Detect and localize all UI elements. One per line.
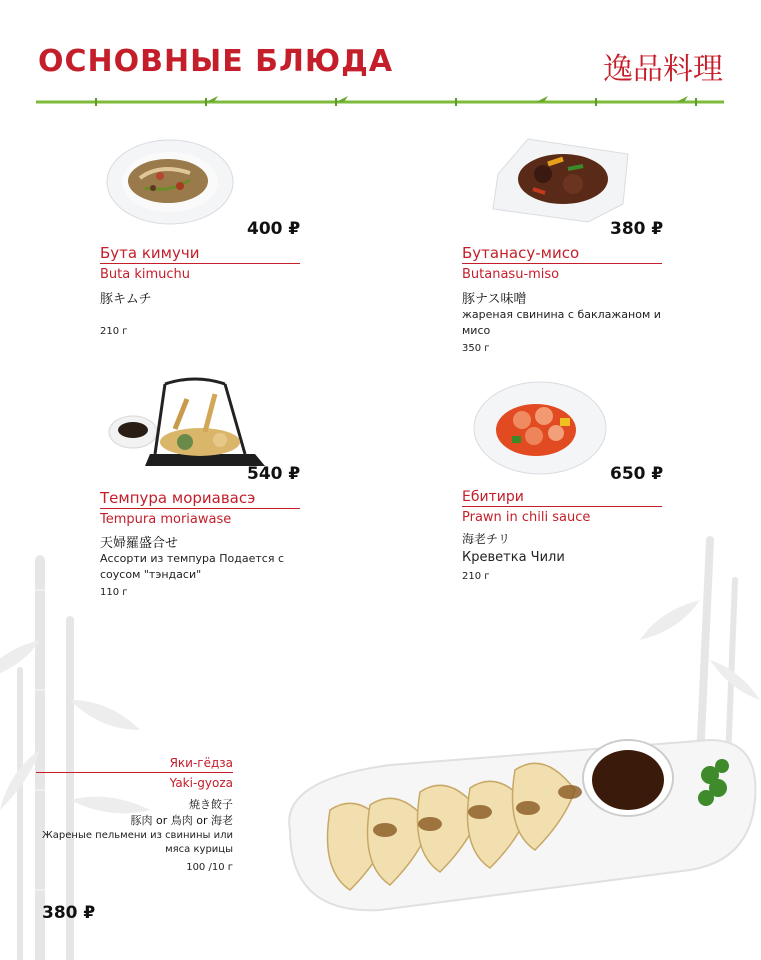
- item-name-jp: 焼き餃子: [189, 798, 233, 811]
- item-name-jp: 豚キムチ: [100, 292, 152, 307]
- item-name-jp: 天婦羅盛合せ: [100, 536, 179, 551]
- item-name-ru: Яки-гёдза: [169, 756, 233, 770]
- ebichiri-dish-image: [472, 378, 608, 478]
- item-price: 650 ₽: [610, 464, 664, 484]
- item-weight: 110 г: [100, 587, 128, 598]
- item-name-en: Prawn in chili sauce: [462, 510, 591, 525]
- item-weight: 210 г: [462, 571, 490, 582]
- item-name-ru: Ебитири: [462, 489, 524, 505]
- item-name-en: Butanasu-miso: [462, 267, 560, 282]
- item-price: 380 ₽: [610, 219, 664, 239]
- page-title: ОСНОВНЫЕ БЛЮДА: [38, 44, 394, 79]
- gyoza-name-ru-wrap: [170, 756, 233, 770]
- item-weight: 100 /10 г: [186, 862, 233, 873]
- item-price: 540 ₽: [247, 464, 301, 484]
- item-name-en: Buta kimuchu: [100, 267, 191, 282]
- item-price: 400 ₽: [247, 219, 301, 239]
- item-underline: [462, 506, 662, 507]
- item-name-jp: 豚ナス味噌: [462, 292, 527, 307]
- item-price: 380 ₽: [42, 903, 96, 923]
- item-description: Жареные пельмени из свинины или мяса курицы: [42, 830, 233, 855]
- item-name-en: Yaki-gyoza: [169, 776, 233, 790]
- item-name-jp-options: 豚肉 or 鳥肉 or 海老: [130, 814, 233, 827]
- item-underline: [36, 772, 233, 773]
- item-name-ru: Темпура мориавасэ: [100, 489, 256, 507]
- item-name-jp: 海老チリ: [462, 532, 511, 546]
- buta-kimuchi-dish-image: [105, 138, 235, 226]
- butanasu-miso-dish-image: [488, 134, 634, 224]
- item-weight: 210 г: [100, 326, 128, 337]
- item-underline: [100, 263, 300, 264]
- item-underline: [100, 508, 300, 509]
- tempura-dish-image: [105, 374, 275, 474]
- item-description: жареная свинина с баклажаном и мисо: [462, 308, 661, 337]
- item-name-ru: Бутанасу-мисо: [462, 244, 580, 262]
- item-description: Креветка Чили: [462, 550, 565, 565]
- page-title-japanese: 逸品料理: [603, 52, 723, 87]
- yaki-gyoza-dish-image: [270, 720, 761, 915]
- item-name-en: Tempura moriawase: [100, 512, 232, 527]
- bamboo-divider: [36, 92, 724, 112]
- item-description: Ассорти из темпура Подается с соусом "тэндаси": [100, 552, 285, 581]
- item-underline: [462, 263, 662, 264]
- item-name-ru: Бута кимучи: [100, 244, 200, 262]
- item-weight: 350 г: [462, 343, 490, 354]
